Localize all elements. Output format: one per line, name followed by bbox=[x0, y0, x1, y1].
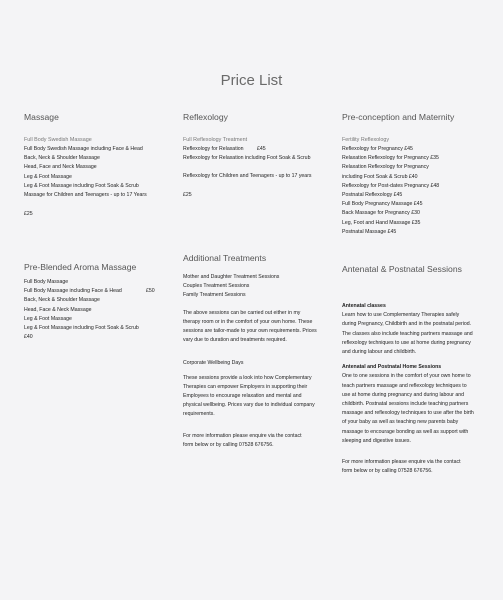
preconception-item: Relaxation Reflexology for Pregnancy bbox=[342, 164, 429, 171]
antenatal-home-description: One to one sessions in the comfort of your own home to teach partners massage and reflexology techniques to use at home during pregnancy and during labour and childbirth. Postnatal sessions include teaching partners massage and reflexology techniques to use after the birth of your baby as well as teaching new parents baby massage to encourage bonding as well as support with sleeping and digestive issues. bbox=[342, 373, 474, 444]
massage-item: Back, Neck & Shoulder Massage bbox=[24, 155, 100, 162]
aroma-item: Head, Face & Neck Massage bbox=[24, 306, 92, 313]
massage-subheading: Full Body Swedish Massage bbox=[24, 137, 92, 143]
preconception-item: including Foot Soak & Scrub £40 bbox=[342, 173, 418, 180]
reflexology-heading: Reflexology bbox=[183, 112, 228, 122]
additional-heading: Additional Treatments bbox=[183, 253, 267, 263]
antenatal-heading: Antenatal & Postnatal Sessions bbox=[342, 264, 462, 274]
massage-item: Full Body Swedish Massage including Face & Head bbox=[24, 146, 143, 152]
additional-item: Family Treatment Sessions bbox=[183, 292, 246, 299]
reflexology-item: £25 bbox=[183, 191, 192, 198]
reflexology-subheading: Full Reflexology Treatment bbox=[183, 137, 248, 143]
preconception-item: Back Massage for Pregnancy £30 bbox=[342, 210, 420, 217]
antenatal-classes-description: Learn how to use Complementary Therapies safely during Pregnancy, Childbirth and in the postnatal period. The classes also include teaching partners massage and reflexology techniques to use at home during pregnancy and during labour and childbirth. bbox=[342, 312, 473, 356]
reflexology-section bbox=[183, 112, 333, 200]
aroma-item: Full Body Massage bbox=[24, 279, 69, 285]
antenatal-classes-title: Antenatal classes bbox=[342, 303, 386, 309]
aroma-side-price: £50 bbox=[146, 288, 155, 294]
aroma-item: Full Body Massage including Face & Head bbox=[24, 288, 122, 295]
aroma-item: £40 bbox=[24, 334, 33, 341]
antenatal-contact: For more information please enquire via the contact form below or by calling 07528 676756. bbox=[342, 459, 461, 475]
preconception-item: Reflexology for Post-dates Pregnancy £48 bbox=[342, 182, 440, 189]
massage-item: Head, Face and Neck Massage bbox=[24, 164, 97, 171]
reflexology-item: Reflexology for Relaxation bbox=[183, 146, 244, 152]
preconception-section bbox=[342, 112, 492, 237]
preconception-item: Postnatal Massage £45 bbox=[342, 228, 397, 235]
massage-item: Leg & Foot Massage bbox=[24, 173, 72, 180]
massage-item: Massage for Children and Teenagers - up to 17 Years bbox=[24, 192, 147, 199]
corporate-description: These sessions provide a look into how Complementary Therapies can empower Employers in supporting their Employees to encourage relaxation and mental and physical wellbeing. Prices vary due to individual company requirements. bbox=[183, 374, 315, 418]
reflexology-item: Reflexology for Relaxation including Foot Soak & Scrub bbox=[183, 155, 311, 162]
preconception-item: Relaxation Reflexology for Pregnancy £35 bbox=[342, 155, 439, 162]
preconception-subheading: Fertility Reflexology bbox=[342, 137, 390, 143]
additional-section bbox=[183, 253, 333, 450]
massage-heading: Massage bbox=[24, 112, 59, 122]
preconception-heading: Pre-conception and Maternity bbox=[342, 112, 455, 122]
antenatal-home-title: Antenatal and Postnatal Home Sessions bbox=[342, 364, 442, 371]
preconception-item: Postnatal Reflexology £45 bbox=[342, 192, 403, 199]
page-title: Price List bbox=[220, 72, 283, 89]
preconception-item: Reflexology for Pregnancy £45 bbox=[342, 146, 413, 152]
aroma-heading: Pre-Blended Aroma Massage bbox=[24, 262, 137, 272]
additional-item: Couples Treatment Sessions bbox=[183, 283, 250, 290]
aroma-item: Leg & Foot Massage bbox=[24, 315, 72, 322]
corporate-title: Corporate Wellbeing Days bbox=[183, 360, 244, 367]
reflexology-price: £45 bbox=[257, 146, 266, 152]
massage-section bbox=[24, 112, 174, 219]
additional-description: The above sessions can be carried out either in my therapy room or in the comfort of your own home. These sessions are tailor-made to your own requirements. Prices vary due to duration and treatments required. bbox=[183, 309, 317, 344]
additional-item: Mother and Daughter Treatment Sessions bbox=[183, 274, 280, 280]
antenatal-section bbox=[342, 264, 492, 476]
aroma-item: Leg & Foot Massage including Foot Soak & Scrub bbox=[24, 325, 139, 332]
massage-price: £25 bbox=[24, 211, 33, 218]
massage-item: Leg & Foot Massage including Foot Soak & Scrub bbox=[24, 182, 139, 189]
reflexology-item: Reflexology for Children and Teenagers - up to 17 years bbox=[183, 173, 312, 180]
aroma-item: Back, Neck & Shoulder Massage bbox=[24, 297, 100, 304]
preconception-item: Leg, Foot and Hand Massage £35 bbox=[342, 219, 421, 226]
additional-contact: For more information please enquire via the contact form below or by calling 07528 676756. bbox=[183, 432, 302, 448]
preconception-item: Full Body Pregnancy Massage £45 bbox=[342, 201, 423, 208]
aroma-section bbox=[24, 262, 174, 342]
